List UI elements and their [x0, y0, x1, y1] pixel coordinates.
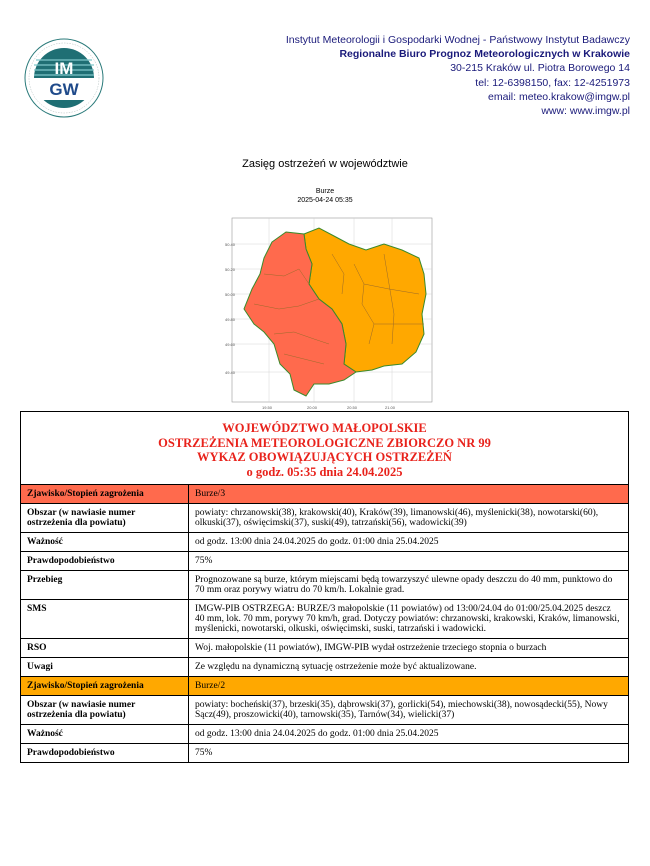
svg-text:IM: IM [54, 59, 74, 78]
warning1-phenomenon-row [21, 485, 629, 504]
warning1-area: powiaty: chrzanowski(38), krakowski(40), Kraków(39), limanowski(46), myślenicki(38), nowotarski(60), olkuski(37), oświęcimski(37), suski(49), tatrzański(56), wadowicki(39) [189, 504, 629, 533]
svg-text:49.40: 49.40 [225, 370, 236, 375]
svg-text:50.20: 50.20 [225, 267, 236, 272]
label-area-2: Obszar (w nawiasie numer ostrzeżenia dla powiatu) [21, 696, 189, 725]
bulletin-title [21, 412, 629, 485]
warning1-sms: IMGW-PIB OSTRZEGA: BURZE/3 małopolskie (11 powiatów) od 13:00/24.04 do 01:00/25.04.2025 deszcz 40 mm, lok. 70 mm, porywy 70 km/h, grad. Dotyczy powiatów: chrzanowski, krakowski, Kraków, limanowski, myślenicki, nowotarski, olkuski, oświęcimski, suski, tatrzański i wadowicki. [189, 600, 629, 639]
bulletin-line-2: OSTRZEŻENIA METEOROLOGICZNE ZBIORCZO NR 99 [158, 435, 491, 450]
institute-info [286, 33, 630, 118]
label-rso: RSO [21, 639, 189, 658]
label-phenomenon: Zjawisko/Stopień zagrożenia [21, 485, 189, 504]
range-title: Zasięg ostrzeżeń w województwie [242, 158, 408, 170]
office-name: Regionalne Biuro Prognoz Meteorologicznych w Krakowie [339, 48, 630, 61]
bulletin-line-3: WYKAZ OBOWIĄZUJĄCYCH OSTRZEŻEŃ [197, 450, 452, 464]
svg-text:50.40: 50.40 [225, 242, 236, 247]
warning2-area-row [21, 696, 629, 725]
warning1-probability: 75% [189, 552, 629, 571]
warning2-phenomenon-row [21, 677, 629, 696]
warning1-remarks-row [21, 658, 629, 677]
address: 30-215 Kraków ul. Piotra Borowego 14 [450, 62, 630, 75]
website: www: www.imgw.pl [541, 105, 630, 118]
svg-text:20.50: 20.50 [347, 405, 358, 410]
svg-text:49.60: 49.60 [225, 342, 236, 347]
warning2-validity: od godz. 13:00 dnia 24.04.2025 do godz. 01:00 dnia 25.04.2025 [189, 725, 629, 744]
label-validity-2: Ważność [21, 725, 189, 744]
warning2-probability-row [21, 744, 629, 763]
warning1-remarks: Ze względu na dynamiczną sytuację ostrzeżenie może być aktualizowane. [189, 658, 629, 677]
map-phenomenon: Burze [315, 188, 335, 195]
warning-map [224, 214, 436, 412]
map-caption [0, 187, 650, 205]
label-course: Przebieg [21, 571, 189, 600]
svg-text:20.00: 20.00 [307, 405, 318, 410]
label-sms: SMS [21, 600, 189, 639]
warning2-area: powiaty: bocheński(37), brzeski(35), dąbrowski(37), gorlicki(54), miechowski(38), nowosądecki(55), Nowy Sącz(49), proszowicki(40), tarnowski(35), Tarnów(34), wielicki(37) [189, 696, 629, 725]
warning1-phenomenon: Burze/3 [189, 485, 629, 504]
warning1-rso: Woj. małopolskie (11 powiatów), IMGW-PIB wydał ostrzeżenie trzeciego stopnia o burzach [189, 639, 629, 658]
warning1-validity-row [21, 533, 629, 552]
institute-name: Instytut Meteorologii i Gospodarki Wodnej - Państwowy Instytut Badawczy [285, 34, 630, 46]
warnings-table [20, 411, 629, 763]
label-area: Obszar (w nawiasie numer ostrzeżenia dla powiatu) [21, 504, 189, 533]
label-validity: Ważność [21, 533, 189, 552]
svg-text:49.80: 49.80 [225, 317, 236, 322]
svg-text:19.50: 19.50 [262, 405, 273, 410]
bulletin-line-4: o godz. 05:35 dnia 24.04.2025 [246, 464, 403, 479]
phone: tel: 12-6398150, fax: 12-4251973 [475, 76, 630, 89]
label-remarks: Uwagi [21, 658, 189, 677]
warning2-phenomenon: Burze/2 [189, 677, 629, 696]
warning2-probability: 75% [189, 744, 629, 763]
warning2-validity-row [21, 725, 629, 744]
warning1-rso-row [21, 639, 629, 658]
label-probability-2: Prawdopodobieństwo [21, 744, 189, 763]
map-datetime: 2025-04-24 05:35 [297, 197, 353, 204]
warning1-sms-row [21, 600, 629, 639]
label-probability: Prawdopodobieństwo [21, 552, 189, 571]
svg-text:GW: GW [49, 80, 79, 99]
label-phenomenon-2: Zjawisko/Stopień zagrożenia [21, 677, 189, 696]
warning1-course: Prognozowane są burze, którym miejscami będą towarzyszyć ulewne opady deszczu do 40 mm, punktowo do 70 mm oraz porywy wiatru do 70 km/h. Lokalnie grad. [189, 571, 629, 600]
warning1-course-row [21, 571, 629, 600]
svg-text:50.00: 50.00 [225, 292, 236, 297]
warning1-area-row [21, 504, 629, 533]
svg-text:21.00: 21.00 [385, 405, 396, 410]
email: email: meteo.krakow@imgw.pl [488, 90, 630, 103]
bulletin-line-1: WOJEWÓDZTWO MAŁOPOLSKIE [222, 421, 427, 435]
warning1-validity: od godz. 13:00 dnia 24.04.2025 do godz. 01:00 dnia 25.04.2025 [189, 533, 629, 552]
warning1-probability-row [21, 552, 629, 571]
imgw-logo [24, 38, 104, 118]
